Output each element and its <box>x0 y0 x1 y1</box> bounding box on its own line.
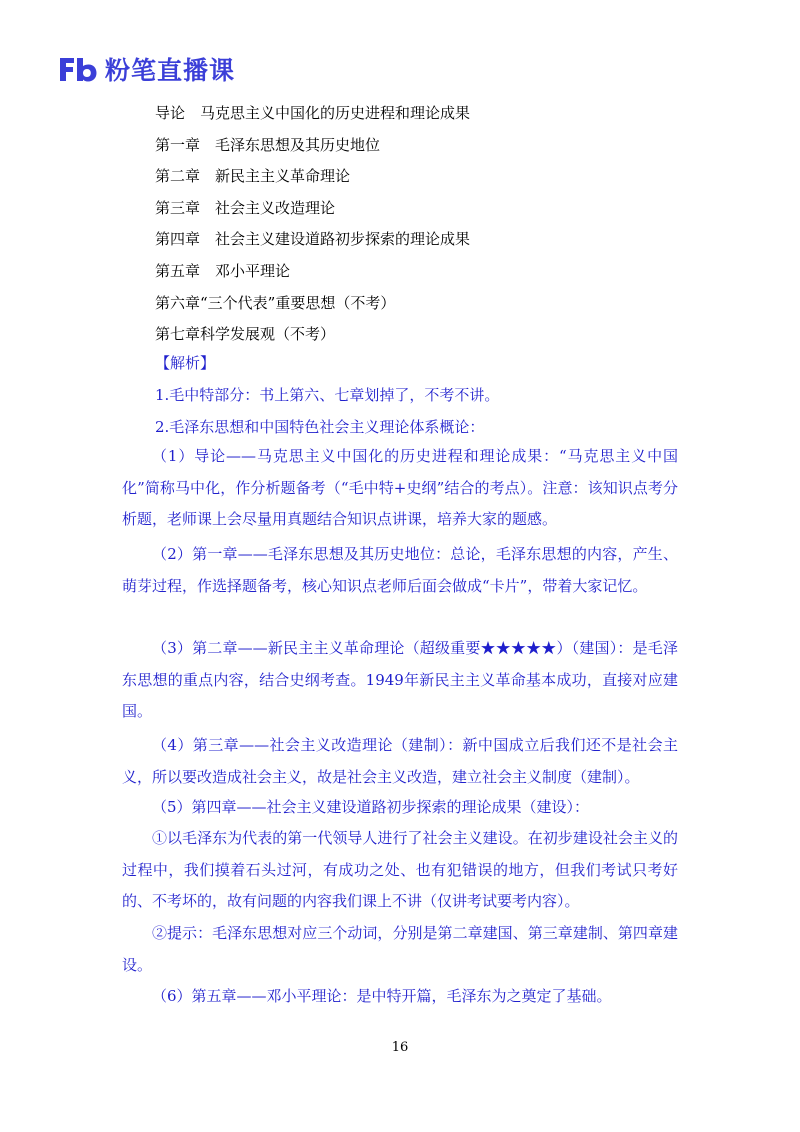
analysis-paragraph: ②提示：毛泽东思想对应三个动词，分别是第二章建国、第三章建制、第四章建设。 <box>122 924 678 974</box>
header-logo <box>58 52 235 86</box>
chapter-list-item: 第三章 社会主义改造理论 <box>155 198 336 217</box>
chapter-list-item: 第七章科学发展观（不考） <box>155 325 336 344</box>
chapter-list <box>155 98 470 351</box>
brand-name: 粉笔直播课 <box>105 56 236 85</box>
analysis-paragraph: （2）第一章——毛泽东思想及其历史地位：总论，毛泽东思想的内容，产生、萌芽过程，作选择题备考，核心知识点老师后面会做成“卡片”，带着大家记忆。 <box>122 545 678 595</box>
analysis-heading: 【解析】 <box>155 354 216 372</box>
chapter-list-item: 第四章 社会主义建设道路初步探索的理论成果 <box>155 230 471 249</box>
analysis-paragraph: （1）导论——马克思主义中国化的历史进程和理论成果：“马克思主义中国化”简称马中化，作分析题备考（“毛中特+史纲”结合的考点）。注意：该知识点考分析题，老师课上会尽量用真题结合知识点讲课，培养大家的题感。 <box>122 447 678 528</box>
analysis-point-1: 1.毛中特部分：书上第六、七章划掉了，不考不讲。 <box>155 386 500 404</box>
page-number: 16 <box>391 1040 409 1055</box>
analysis-point-2: 2.毛泽东思想和中国特色社会主义理论体系概论： <box>155 418 485 436</box>
chapter-list-item: 第一章 毛泽东思想及其历史地位 <box>155 135 381 154</box>
fb-logo-icon <box>58 55 98 83</box>
analysis-paragraph: （6）第五章——邓小平理论：是中特开篇，毛泽东为之奠定了基础。 <box>152 987 612 1005</box>
chapter-list-item: 第六章“三个代表”重要思想（不考） <box>155 293 396 312</box>
analysis-paragraph: （4）第三章——社会主义改造理论（建制）：新中国成立后我们还不是社会主义，所以要改造成社会主义，故是社会主义改造，建立社会主义制度（建制）。 <box>122 736 678 786</box>
chapter-list-item: 导论 马克思主义中国化的历史进程和理论成果 <box>155 104 471 122</box>
analysis-paragraph: ①以毛泽东为代表的第一代领导人进行了社会主义建设。在初步建设社会主义的过程中，我们摸着石头过河，有成功之处、也有犯错误的地方，但我们考试只考好的、不考坏的，故有问题的内容我们课上不讲（仅讲考试要考内容）。 <box>122 829 678 910</box>
analysis-paragraph: （3）第二章——新民主主义革命理论（超级重要★★★★★）（建国）：是毛泽东思想的重点内容，结合史纲考查。1949年新民主主义革命基本成功，直接对应建国。 <box>122 639 678 720</box>
analysis-paragraph: （5）第四章——社会主义建设道路初步探索的理论成果（建设）： <box>152 798 590 816</box>
chapter-list-item: 第二章 新民主主义革命理论 <box>155 167 351 186</box>
chapter-list-item: 第五章 邓小平理论 <box>155 261 291 280</box>
